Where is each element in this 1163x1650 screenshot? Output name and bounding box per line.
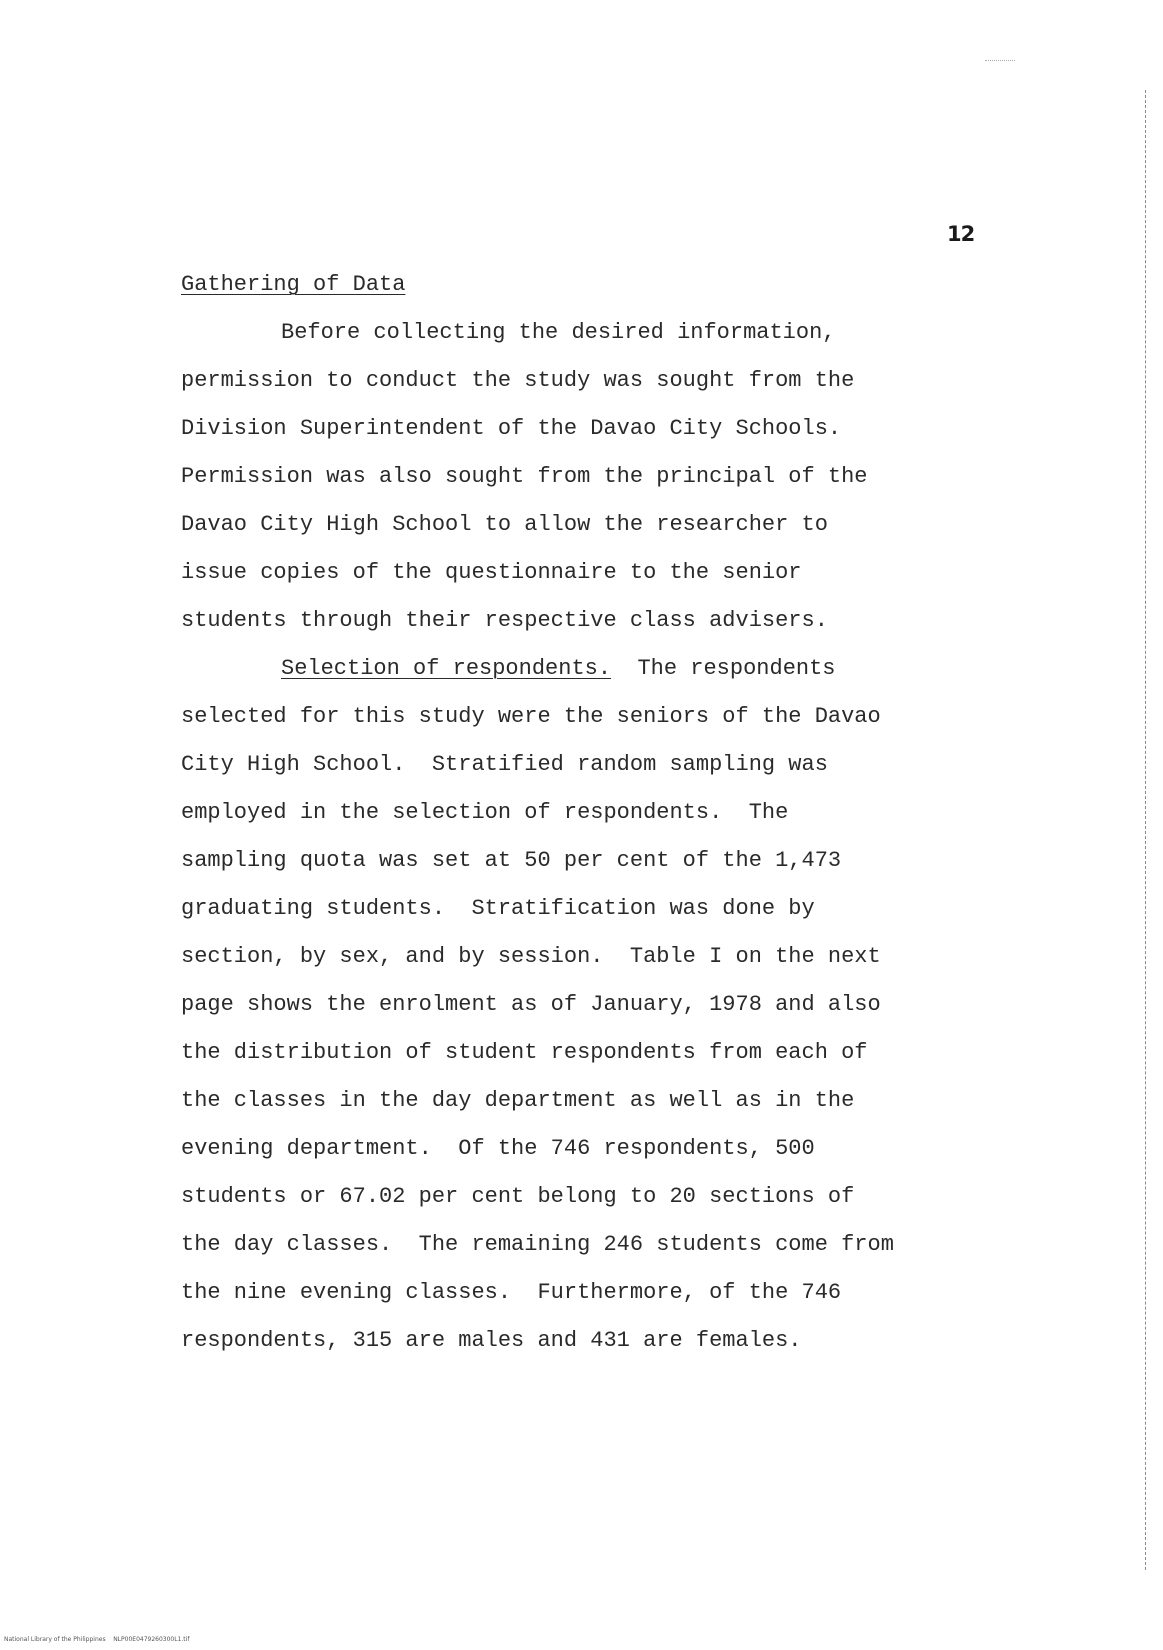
paragraph-2-line: page shows the enrolment as of January, 1978 and also bbox=[181, 992, 881, 1017]
footer-attribution: National Library of the Philippines NLP00E0479260300L1.tif bbox=[4, 1636, 190, 1643]
paragraph-2-line: the classes in the day department as well as in the bbox=[181, 1088, 855, 1113]
paragraph-2-line: employed in the selection of respondents. The bbox=[181, 800, 789, 825]
paragraph-2-line: respondents, 315 are males and 431 are females. bbox=[181, 1328, 802, 1353]
paragraph-2-line: selected for this study were the seniors of the Davao bbox=[181, 704, 881, 729]
paragraph-2-line: students or 67.02 per cent belong to 20 sections of bbox=[181, 1184, 855, 1209]
scan-edge-rule bbox=[1145, 90, 1146, 1570]
paragraph-1-line: students through their respective class advisers. bbox=[181, 608, 828, 633]
paragraph-1-line: permission to conduct the study was sought from the bbox=[181, 368, 855, 393]
paragraph-1-line: Permission was also sought from the principal of the bbox=[181, 464, 868, 489]
paragraph-2-line: sampling quota was set at 50 per cent of the 1,473 bbox=[181, 848, 842, 873]
paragraph-1-line: issue copies of the questionnaire to the senior bbox=[181, 560, 802, 585]
paragraph-2-line: the nine evening classes. Furthermore, of the 746 bbox=[181, 1280, 842, 1305]
paragraph-1-line: Davao City High School to allow the researcher to bbox=[181, 512, 828, 537]
paragraph-2-first-line bbox=[181, 656, 1001, 704]
body-text bbox=[181, 320, 1001, 1376]
section-heading: Gathering of Data bbox=[181, 272, 406, 297]
paragraph-1-line: Division Superintendent of the Davao City Schools. bbox=[181, 416, 842, 441]
paragraph-2-line: evening department. Of the 746 respondents, 500 bbox=[181, 1136, 815, 1161]
paragraph-1-line: Before collecting the desired information, bbox=[281, 320, 836, 345]
paragraph-2-line: City High School. Stratified random sampling was bbox=[181, 752, 828, 777]
paragraph-2-line: the day classes. The remaining 246 students come from bbox=[181, 1232, 894, 1257]
selection-subheading: Selection of respondents. bbox=[281, 656, 612, 681]
paragraph-2-line: section, by sex, and by session. Table I on the next bbox=[181, 944, 881, 969]
paragraph-2-first-line-rest: The respondents bbox=[611, 656, 836, 681]
paragraph-2-line: graduating students. Stratification was done by bbox=[181, 896, 815, 921]
paragraph-2-line: the distribution of student respondents from each of bbox=[181, 1040, 868, 1065]
scan-mark bbox=[985, 60, 1015, 61]
page-number: 12 bbox=[947, 222, 975, 246]
